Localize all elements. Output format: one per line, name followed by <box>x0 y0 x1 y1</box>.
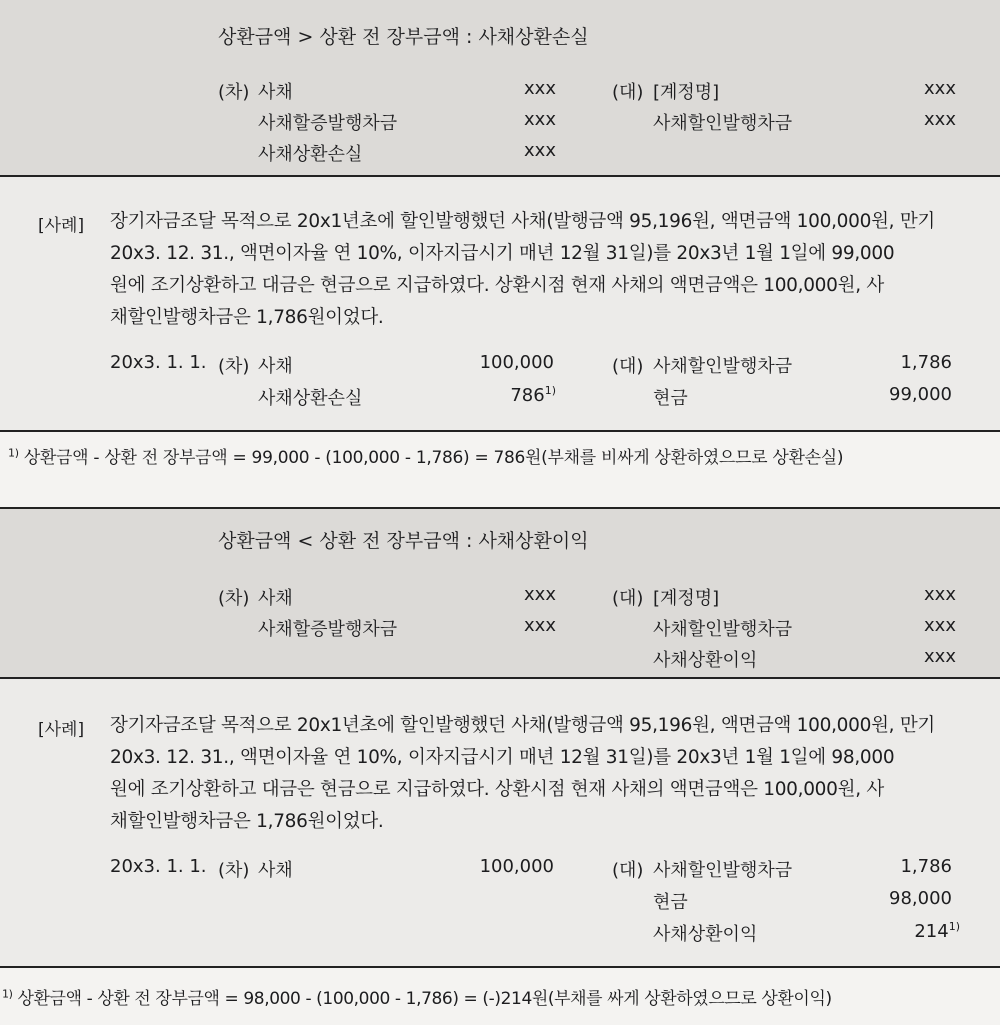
s1-debit-marker: (차) <box>218 82 250 103</box>
s1-debit-amount: xxx <box>524 109 556 130</box>
s1-credit-line: [계정명] <box>653 82 720 103</box>
s1-example-credit-line: 현금 <box>653 388 688 409</box>
s1-footnote <box>8 443 843 468</box>
s2-debit-amount: xxx <box>524 584 556 605</box>
s1-example-credit-marker: (대) <box>612 356 644 377</box>
s2-footnote-text: 상환금액 - 상환 전 장부금액 = 98,000 - (100,000 - 1,786) = (-)214원(부채를 싸게 상환하였으므로 상환이익) <box>17 989 832 1009</box>
s2-credit-amount: xxx <box>924 615 956 636</box>
s1-example-date: 20x3. 1. 1. <box>110 352 207 373</box>
s1-credit-line: 사채할인발행차금 <box>653 113 793 134</box>
s2-example-debit-line: 사채 <box>258 860 293 881</box>
section1-heading: 상환금액 > 상환 전 장부금액 : 사채상환손실 <box>218 26 589 48</box>
s1-credit-marker: (대) <box>612 82 644 103</box>
s2-example-credit-amount: 98,000 <box>889 888 952 909</box>
s1-loss-footnote-ref: 1) <box>544 384 556 397</box>
s1-example-debit-amount: 100,000 <box>479 352 554 373</box>
section2-heading: 상환금액 < 상환 전 장부금액 : 사채상환이익 <box>218 530 589 552</box>
s2-example-debit-amount: 100,000 <box>479 856 554 877</box>
s2-example-tag: [사례] <box>38 720 85 740</box>
s2-debit-amount: xxx <box>524 615 556 636</box>
s1-example-debit-line: 사채 <box>258 356 293 377</box>
s1-example-debit-amount <box>510 384 556 406</box>
s1-example-line: 장기자금조달 목적으로 20x1년초에 할인발행했던 사채(발행금액 95,196원, 액면금액 100,000원, 만기 <box>110 211 935 232</box>
s2-credit-amount: xxx <box>924 584 956 605</box>
s2-debit-line: 사채 <box>258 588 293 609</box>
s2-debit-marker: (차) <box>218 588 250 609</box>
s2-example-credit-line: 사채할인발행차금 <box>653 860 793 881</box>
s1-credit-amount: xxx <box>924 109 956 130</box>
s2-gain-footnote-ref: 1) <box>948 920 960 933</box>
s1-footnote-text: 상환금액 - 상환 전 장부금액 = 99,000 - (100,000 - 1,786) = 786원(부채를 비싸게 상환하였으므로 상환손실) <box>23 448 844 468</box>
s1-loss-amount: 786 <box>510 385 545 406</box>
s1-footnote-mark: 1) <box>8 446 19 460</box>
s2-example-credit-line: 사채상환이익 <box>653 924 758 945</box>
s2-example-date: 20x3. 1. 1. <box>110 856 207 877</box>
s1-example-debit-marker: (차) <box>218 356 250 377</box>
section2-top-border <box>0 507 1000 509</box>
s1-debit-amount: xxx <box>524 140 556 161</box>
s1-example-credit-amount: 99,000 <box>889 384 952 405</box>
s1-example-credit-line: 사채할인발행차금 <box>653 356 793 377</box>
s2-example-credit-amount <box>914 920 960 942</box>
s1-example-credit-amount: 1,786 <box>900 352 952 373</box>
s2-credit-line: 사채할인발행차금 <box>653 619 793 640</box>
s1-example-line: 원에 조기상환하고 대금은 현금으로 지급하였다. 상환시점 현재 사채의 액면금액은 100,000원, 사 <box>110 275 884 296</box>
s2-example-line: 원에 조기상환하고 대금은 현금으로 지급하였다. 상환시점 현재 사채의 액면금액은 100,000원, 사 <box>110 779 884 800</box>
s2-example-debit-marker: (차) <box>218 860 250 881</box>
s2-example-credit-marker: (대) <box>612 860 644 881</box>
s2-credit-line: 사채상환이익 <box>653 650 758 671</box>
section1-header-divider <box>0 175 1000 177</box>
s1-debit-line: 사채상환손실 <box>258 144 363 165</box>
s2-example-credit-line: 현금 <box>653 892 688 913</box>
s2-example-line: 20x3. 12. 31., 액면이자율 연 10%, 이자지급시기 매년 12월 31일)를 20x3년 1월 1일에 98,000 <box>110 747 895 768</box>
s2-example-credit-amount: 1,786 <box>900 856 952 877</box>
s1-debit-line: 사채 <box>258 82 293 103</box>
s1-credit-amount: xxx <box>924 78 956 99</box>
s2-credit-line: [계정명] <box>653 588 720 609</box>
section1-bottom-border <box>0 430 1000 432</box>
s1-example-line: 채할인발행차금은 1,786원이었다. <box>110 307 384 328</box>
s1-debit-line: 사채할증발행차금 <box>258 113 398 134</box>
section2-bottom-border <box>0 966 1000 968</box>
s1-example-line: 20x3. 12. 31., 액면이자율 연 10%, 이자지급시기 매년 12월 31일)를 20x3년 1월 1일에 99,000 <box>110 243 895 264</box>
s2-credit-marker: (대) <box>612 588 644 609</box>
s2-footnote <box>2 984 832 1009</box>
s2-example-line: 장기자금조달 목적으로 20x1년초에 할인발행했던 사채(발행금액 95,196원, 액면금액 100,000원, 만기 <box>110 715 935 736</box>
s1-debit-amount: xxx <box>524 78 556 99</box>
s2-debit-line: 사채할증발행차금 <box>258 619 398 640</box>
s2-footnote-mark: 1) <box>2 987 13 1001</box>
s2-example-line: 채할인발행차금은 1,786원이었다. <box>110 811 384 832</box>
section2-header-divider <box>0 677 1000 679</box>
s1-example-debit-line: 사채상환손실 <box>258 388 363 409</box>
s2-gain-amount: 214 <box>914 921 949 942</box>
s1-example-tag: [사례] <box>38 216 85 236</box>
s2-credit-amount: xxx <box>924 646 956 667</box>
